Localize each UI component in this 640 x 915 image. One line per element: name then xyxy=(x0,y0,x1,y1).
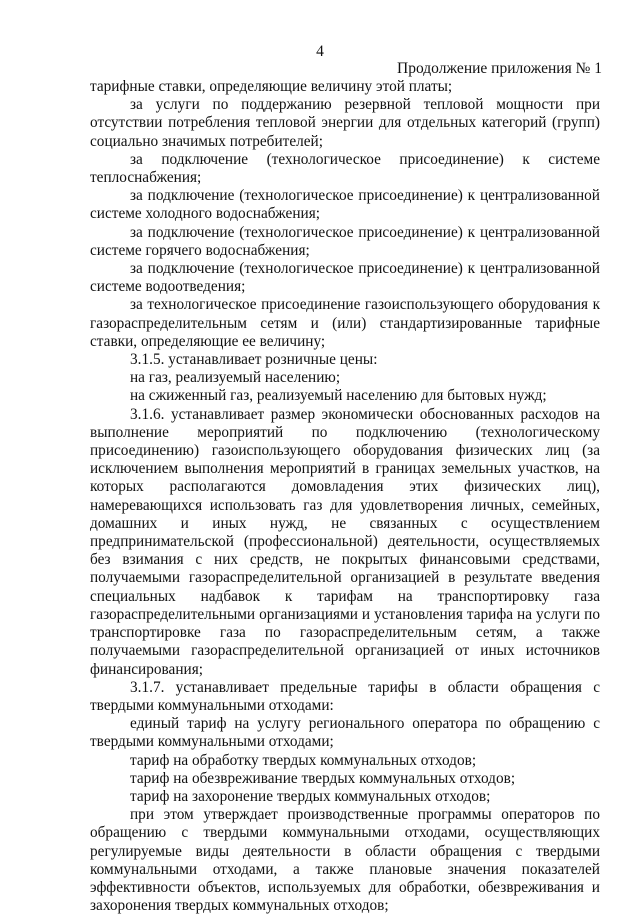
paragraph: за подключение (технологическое присоединение) к централизованной системе холодного водоснабжения; xyxy=(90,187,600,223)
paragraph: тариф на обработку твердых коммунальных отходов; xyxy=(130,751,477,769)
paragraph: тариф на обезвреживание твердых коммунальных отходов; xyxy=(130,769,516,787)
paragraph: за подключение (технологическое присоединение) к системе теплоснабжения; xyxy=(90,150,600,187)
appendix-continuation-header: Продолжение приложения № 1 xyxy=(397,60,602,77)
paragraph: при этом утверждает производственные программы операторов по обращению с твердыми коммунальными отходами, осуществляющих регулируемые виды деятельности в области обращения с твердыми коммунальными отходами, а также плановые значения показателей эффективности объектов, используемых для обработки, обезвреживания и захоронения твердых коммунальных отходов; xyxy=(90,806,600,915)
page-number: 4 xyxy=(316,43,324,60)
paragraph: 3.1.6. устанавливает размер экономически обоснованных расходов на выполнение мероприятий по подключению (технологическому присоединению) газоиспользующего оборудования физических лиц (за исключением выполнения мероприятий в границах земельных участков, на которых располагаются домовладения этих физических лиц), намеревающихся использовать газ для удовлетворения личных, семейных, домашних и иных нужд, не связанных с осуществлением предпринимательской (профессиональной) деятельности, осуществляемых без взимания с них средств, не покрытых финансовыми средствами, получаемыми газораспределительной организацией в результате введения специальных надбавок к тарифам на транспортировку газа газораспределительными организациями и установления тарифа на услуги по транспортировке газа по газораспределительным сетям, а также получаемыми газораспределительной организацией от иных источников финансирования; xyxy=(90,405,600,678)
paragraph: тарифные ставки, определяющие величину этой платы; xyxy=(90,78,453,95)
paragraph: за подключение (технологическое присоединение) к централизованной системе водоотведения; xyxy=(90,260,600,296)
paragraph: на газ, реализуемый населению; xyxy=(130,369,341,387)
document-body xyxy=(90,78,600,915)
paragraph: за подключение (технологическое присоединение) к централизованной системе горячего водоснабжения; xyxy=(90,223,600,259)
paragraph: единый тариф на услугу регионального оператора по обращению с твердыми коммунальными отходами; xyxy=(90,715,600,751)
paragraph: за технологическое присоединение газоиспользующего оборудования к газораспределительным сетям и (или) стандартизированные тарифные ставки, определяющие ее величину; xyxy=(90,296,600,350)
paragraph: 3.1.5. устанавливает розничные цены: xyxy=(130,351,378,369)
paragraph: за услуги по поддержанию резервной тепловой мощности при отсутствии потребления тепловой энергии для отдельных категорий (групп) социально значимых потребителей; xyxy=(90,96,600,150)
paragraph: на сжиженный газ, реализуемый населению для бытовых нужд; xyxy=(130,387,547,405)
paragraph: тариф на захоронение твердых коммунальных отходов; xyxy=(130,787,491,805)
paragraph: 3.1.7. устанавливает предельные тарифы в области обращения с твердыми коммунальными отходами: xyxy=(90,678,600,714)
